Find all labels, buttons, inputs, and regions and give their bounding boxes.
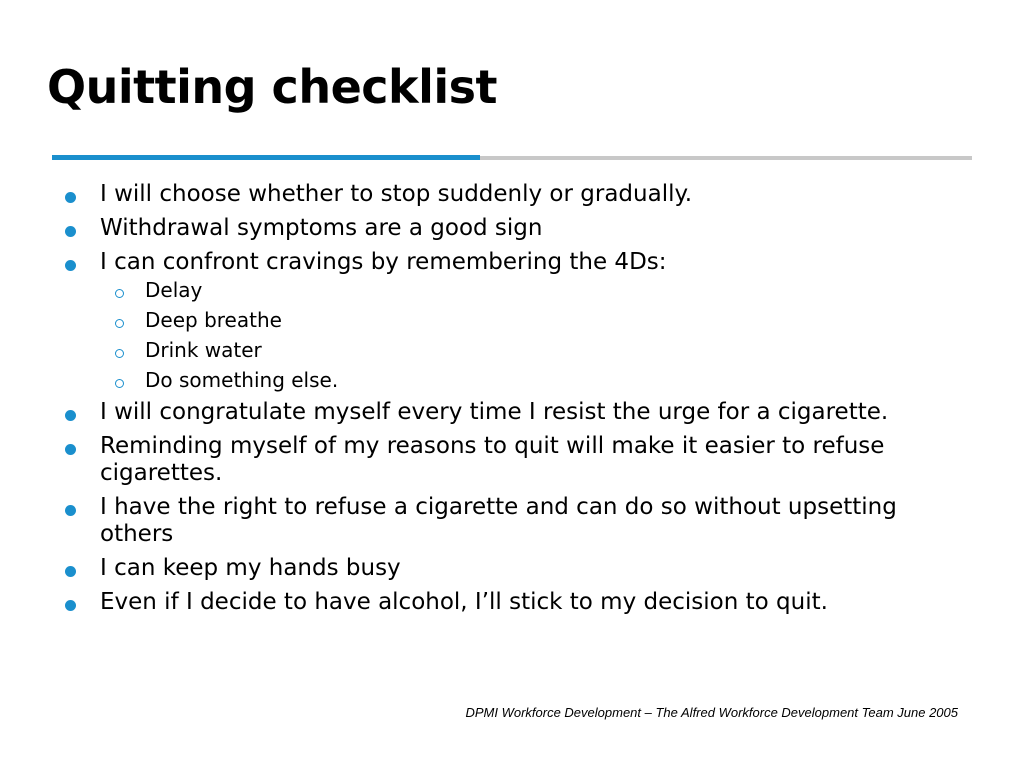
sub-bullet-list — [100, 278, 960, 392]
sub-bullet-text: Do something else. — [145, 368, 339, 392]
hollow-circle-icon — [115, 319, 124, 328]
bullet-text: Reminding myself of my reasons to quit will make it easier to refuse cigarettes. — [100, 433, 885, 486]
bullet-text: Withdrawal symptoms are a good sign — [100, 215, 543, 241]
bullet-item — [60, 181, 960, 208]
footer-credit: DPMI Workforce Development – The Alfred Workforce Development Team June 2005 — [465, 705, 958, 720]
bullet-text: I can keep my hands busy — [100, 555, 401, 581]
bullet-item — [60, 589, 960, 616]
bullet-list — [60, 181, 960, 623]
bullet-item — [60, 433, 960, 487]
sub-bullet-item — [100, 368, 960, 392]
bullet-dot-icon — [65, 260, 76, 271]
bullet-item — [60, 215, 960, 242]
bullet-item — [60, 399, 960, 426]
bullet-dot-icon — [65, 600, 76, 611]
bullet-dot-icon — [65, 192, 76, 203]
title-underline-accent — [52, 155, 480, 160]
bullet-text: I will congratulate myself every time I resist the urge for a cigarette. — [100, 399, 889, 425]
sub-bullet-item — [100, 338, 960, 362]
bullet-text: I will choose whether to stop suddenly or gradually. — [100, 181, 693, 207]
bullet-dot-icon — [65, 505, 76, 516]
bullet-item — [60, 249, 960, 392]
title-underline-gray — [480, 156, 972, 160]
sub-bullet-item — [100, 308, 960, 332]
bullet-dot-icon — [65, 566, 76, 577]
bullet-dot-icon — [65, 226, 76, 237]
bullet-text: Even if I decide to have alcohol, I’ll stick to my decision to quit. — [100, 589, 828, 615]
bullet-text: I have the right to refuse a cigarette and can do so without upsetting others — [100, 494, 897, 547]
bullet-text: I can confront cravings by remembering the 4Ds: — [100, 249, 667, 275]
bullet-dot-icon — [65, 444, 76, 455]
hollow-circle-icon — [115, 379, 124, 388]
bullet-item — [60, 494, 960, 548]
sub-bullet-item — [100, 278, 960, 302]
hollow-circle-icon — [115, 349, 124, 358]
bullet-item — [60, 555, 960, 582]
sub-bullet-text: Drink water — [145, 338, 262, 362]
bullet-dot-icon — [65, 410, 76, 421]
slide-title: Quitting checklist — [47, 60, 498, 114]
sub-bullet-text: Deep breathe — [145, 308, 282, 332]
sub-bullet-text: Delay — [145, 278, 203, 302]
hollow-circle-icon — [115, 289, 124, 298]
